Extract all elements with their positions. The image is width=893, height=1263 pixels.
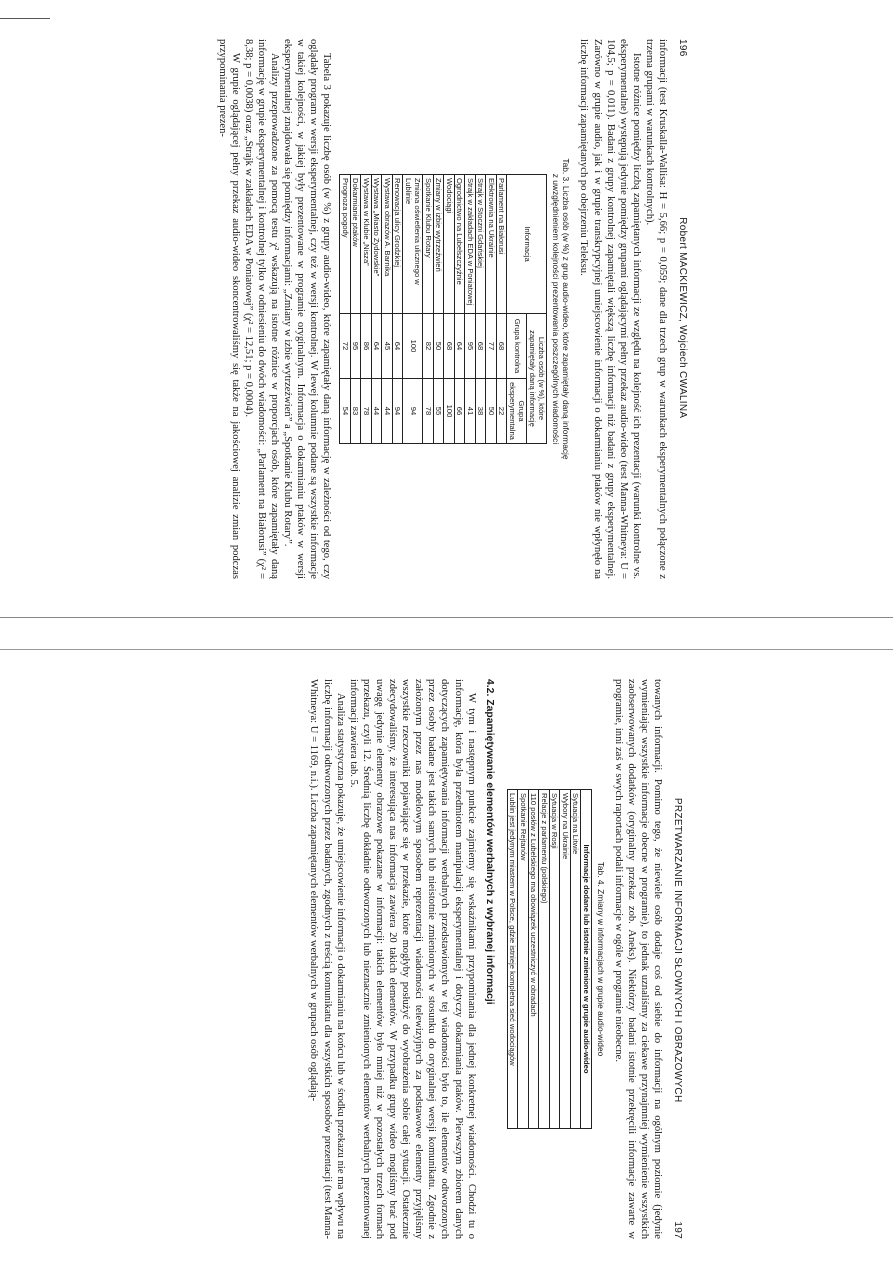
cell-experimental: 94 bbox=[392, 379, 403, 444]
table-4-caption: Tab. 4. Zmiany w informacjach w grupie audio-wideo bbox=[595, 861, 606, 1057]
column-header: Informacje dodane lub istotnie zmienione w grupie audio-wideo bbox=[581, 790, 592, 1129]
cell-control: 82 bbox=[423, 314, 434, 379]
table-row bbox=[392, 175, 403, 444]
cell-info: Wodociągi bbox=[444, 175, 455, 314]
cell-experimental: 44 bbox=[371, 379, 382, 444]
column-header-control: Grupa kontrolna bbox=[507, 314, 527, 379]
cell-info: Sytuacja w Rosji bbox=[549, 790, 560, 1129]
cell-info: Elektrownia na Ukrainie bbox=[486, 175, 497, 314]
cell-control: 64 bbox=[371, 314, 382, 379]
cell-info: Relacje z parlamentu (polskiego) bbox=[539, 790, 550, 1129]
table-row bbox=[496, 175, 507, 444]
cell-info: 110 posłów z Lubelskiego ma obowiązek uczestniczyć w obradach bbox=[528, 790, 539, 1129]
cell-info: Wybory na Ukrainie bbox=[560, 790, 571, 1129]
cell-experimental: 22 bbox=[496, 379, 507, 444]
table-row bbox=[382, 175, 393, 444]
cell-control: 68 bbox=[444, 314, 455, 379]
cell-control: 45 bbox=[382, 314, 393, 379]
table-4 bbox=[507, 789, 592, 1129]
cell-control: 72 bbox=[340, 314, 351, 379]
cell-info: Spotkanie Rejtanów bbox=[518, 790, 529, 1129]
cell-experimental: 50 bbox=[486, 379, 497, 444]
cell-control: 86 bbox=[361, 314, 372, 379]
cell-info: Parlament na Białorusi bbox=[496, 175, 507, 314]
cell-info: Ogrodnictwo na Lubelszczyźnie bbox=[454, 175, 465, 314]
cell-experimental: 66 bbox=[454, 379, 465, 444]
column-header-info: Informacja bbox=[507, 175, 547, 314]
table-row bbox=[454, 175, 465, 444]
cell-control: 77 bbox=[486, 314, 497, 379]
table-row bbox=[371, 175, 382, 444]
cell-control: 68 bbox=[496, 314, 507, 379]
scan-fold-line-middle-2 bbox=[0, 649, 893, 650]
cell-experimental: 78 bbox=[361, 379, 372, 444]
running-head bbox=[672, 679, 683, 1239]
cell-info: Renowacja ulicy Grodzkiej bbox=[392, 175, 403, 314]
paragraph: informacji (test Kruskalla-Wallisa: H = 5,66; p = 0,059; dane dla trzech grup w warunkach eksperymentalnych połączone z trzema grupami w warunkach kontrolnych). bbox=[643, 39, 668, 579]
cell-experimental: 41 bbox=[465, 379, 476, 444]
paragraph: towanych informacji. Pomimo tego, że niewiele osób dodaje coś od siebie do informacji na ogólnym poziomie (jedynie wymieniając wszystkie informacje obecne w programie), to jednak uznaliśmy za ciekawe przynajmniej wymienienie wszystkich zaobserwowanych dodatków (oryginalny przekaz zob. Aneks). Niektórzy badani istotnie przekręcili informacje zawarte w programie, inni zaś w swych raportach podali informacje w ogóle w programie nieobecne. bbox=[612, 679, 663, 1239]
cell-control: 64 bbox=[454, 314, 465, 379]
cell-info: Wystawa obrazów A. Barnika bbox=[382, 175, 393, 314]
running-head-authors: Robert MACKIEWICZ, Wojciech CWALINA bbox=[677, 217, 688, 419]
table-3 bbox=[339, 174, 547, 444]
table-row bbox=[361, 175, 372, 444]
scan-fold-line-top bbox=[0, 18, 50, 19]
table-row bbox=[433, 175, 444, 444]
running-head bbox=[677, 39, 688, 579]
cell-experimental: 44 bbox=[382, 379, 393, 444]
table-3-body bbox=[340, 175, 507, 444]
page-197 bbox=[213, 679, 683, 1239]
paragraph: Tabela 3 pokazuje liczbę osób (w %) z grupy audio-wideo, które zapamiętały daną informację w zależności od tego, czy oglądały program w wersji eksperymentalnej, czy też w wersji kontrolnej. W lewej kolumnie podane są wszystkie informacje w takiej kolejności, w jakiej były prezentowane w programie oryginalnym. Informacja o dokarmianiu ptaków w wersji eksperymentalnej znajdowała się pomiędzy informacjami: „Zmiany w izbie wytrzeźwień” a „Spotkanie Klubu Rotary”. bbox=[282, 39, 333, 579]
page-number: 196 bbox=[677, 39, 688, 57]
paragraph: W grupie oglądającej pełny przekaz audio-wideo skoncentrowaliśmy się także na jakościowej analizie zmian podczas przypominania prezen- bbox=[216, 39, 241, 579]
table-3-caption bbox=[551, 39, 571, 579]
caption-line: z uwzględnieniem kolejności prezentowania poszczególnych wiadomości bbox=[551, 173, 562, 445]
cell-control: 64 bbox=[392, 314, 403, 379]
table-row bbox=[486, 175, 497, 444]
cell-experimental: 38 bbox=[475, 379, 486, 444]
cell-experimental: 100 bbox=[444, 379, 455, 444]
cell-info: Wystawa „Miasto Żydowskie” bbox=[371, 175, 382, 314]
cell-info: Prognoza pogody bbox=[340, 175, 351, 314]
cell-info: Wystawa w Klubie „Nisza” bbox=[361, 175, 372, 314]
table-row bbox=[518, 790, 529, 1129]
cell-info: Strajk w zakładach EDA w Poniatowej bbox=[465, 175, 476, 314]
cell-experimental: 55 bbox=[433, 379, 444, 444]
table-row bbox=[350, 175, 361, 444]
cell-control: 100 bbox=[403, 314, 423, 379]
paragraph: Analizy przeprowadzone za pomocą testu χ² wskazują na istotne różnice w proporcjach osób, które zapamiętały daną informację w grupie eksperymentalnej i kontrolnej tylko w odniesieniu do dwóch wiadomości: „Parlament na Białorusi” (χ² = 8,38; p = 0,0038) oraz „Strajk w zakładach EDA w Poniatowej” (χ² = 12,51; p = 0,0004). bbox=[242, 39, 280, 579]
running-head-title: PRZETWARZANIE INFORMACJI SŁOWNYCH I OBRAZOWYCH bbox=[672, 797, 683, 1103]
paragraph: W tym i następnym punkcie zajmiemy się wskaźnikami przypominania dla jednej konkretnej wiadomości. Chodzi tu o informację, która była przedmiotem manipulacji eksperymentalnej i dotyczy dokarmiania ptaków. Pierwszym zbiorem danych dotyczących zapamiętywania informacji werbalnych przedstawionych w tej wiadomości było to, ile elementów odtworzonych przez osoby badane jest takich samych lub nieistotnie zmienionych w stosunku do oryginalnej wersji komunikatu. Zgodnie z założonym przez nas modelowym sposobem reprezentacji wiadomości telewizyjnych za podstawowe elementy przyjęliśmy wszystkie rzeczowniki pojawiające się w przekazie, które mogłyby posłużyć do wyobrażenia sobie całej sytuacji. Ostatecznie zdecydowaliśmy, że interesująca nas informacja zawiera 20 takich elementów. W przypadku grupy wideo mogliśmy brać pod uwagę jedynie elementy obrazowe pokazane w informacji: takich elementów było mniej niż w pozostałych trzech formach przekazu, czyli 12. Średnią liczbę dokładnie odtworzonych lub nieznacznie zmienionych elementów werbalnych prezentowanej informacji zawiera tab. 5. bbox=[347, 679, 477, 1239]
cell-experimental: 54 bbox=[340, 379, 351, 444]
page-196 bbox=[208, 39, 688, 579]
table-row bbox=[465, 175, 476, 444]
table-row bbox=[507, 790, 518, 1129]
table-row bbox=[444, 175, 455, 444]
table-row bbox=[403, 175, 423, 444]
cell-info: Dokarmianie ptaków bbox=[350, 175, 361, 314]
table-4-body bbox=[507, 790, 581, 1129]
caption-line: Tab. 3. Liczba osób (w %) z grup audio-wideo, które zapamiętały daną informację bbox=[561, 158, 572, 460]
table-row bbox=[549, 790, 560, 1129]
cell-control: 50 bbox=[433, 314, 444, 379]
cell-control: 95 bbox=[350, 314, 361, 379]
cell-experimental: 94 bbox=[403, 379, 423, 444]
column-header-experimental: Grupa eksperymentalna bbox=[507, 379, 527, 444]
cell-control: 95 bbox=[465, 314, 476, 379]
column-header-group: Liczba osób (w %), które zapamiętały daną informację bbox=[527, 314, 547, 444]
paragraph: Istotne różnice pomiędzy liczbą zapamiętanych informacji ze względu na kolejność ich prezentacji (warunki kontrolne vs. eksperymentalne) występują jedynie pomiędzy grupami oglądającymi pełny przekaz audio-wideo (test Manna-Whitneya: U = 104,5; p = 0,011). Badani z grupy kontrolnej zapamiętali większą liczbę informacji niż badani z grupy eksperymentalnej. Zarówno w grupie audio, jak i w grupie transkrypcyjnej umiejscowienie informacji o dokarmianiu ptaków nie wpłynęło na liczbę informacji zapamiętanych po obejrzeniu Teleksu. bbox=[578, 39, 642, 579]
page-number: 197 bbox=[672, 1221, 683, 1239]
table-row bbox=[539, 790, 550, 1129]
table-row bbox=[423, 175, 434, 444]
table-row bbox=[560, 790, 571, 1129]
cell-info: Zmiany w izbie wytrzeźwień bbox=[433, 175, 444, 314]
table-row bbox=[475, 175, 486, 444]
scan-fold-line-middle bbox=[0, 617, 893, 618]
cell-info: Lublin jest jedynym miastem w Polsce, gdzie istnieje kompletna sieć wodociągów bbox=[507, 790, 518, 1129]
table-row bbox=[570, 790, 581, 1129]
table-row bbox=[340, 175, 351, 444]
paragraph: Analiza statystyczna pokazuje, że umiejscowienie informacji o dokarmianiu na końcu lub w środku przekazu nie ma wpływu na liczbę informacji odtworzonych przez badanych, zgodnych z treścią komunikatu dla wszystkich sposobów prezentacji (test Manna-Whitneya: U = 1169, n.i.). Liczba zapamiętanych elementów werbalnych w grupach osób oglądają- bbox=[308, 679, 346, 1239]
cell-info: Spotkanie Klubu Rotary bbox=[423, 175, 434, 314]
cell-control: 68 bbox=[475, 314, 486, 379]
cell-info: Strajk w Stoczni Gdańskiej bbox=[475, 175, 486, 314]
cell-info: Sytuacja na Litwie bbox=[570, 790, 581, 1129]
cell-experimental: 83 bbox=[350, 379, 361, 444]
section-heading: 4.2. Zapamiętywanie elementów werbalnych z wybranej informacji bbox=[483, 679, 495, 1005]
table-row bbox=[528, 790, 539, 1129]
cell-info: Zmiana oświetlenia ulicznego w Lublinie bbox=[403, 175, 423, 314]
cell-experimental: 78 bbox=[423, 379, 434, 444]
